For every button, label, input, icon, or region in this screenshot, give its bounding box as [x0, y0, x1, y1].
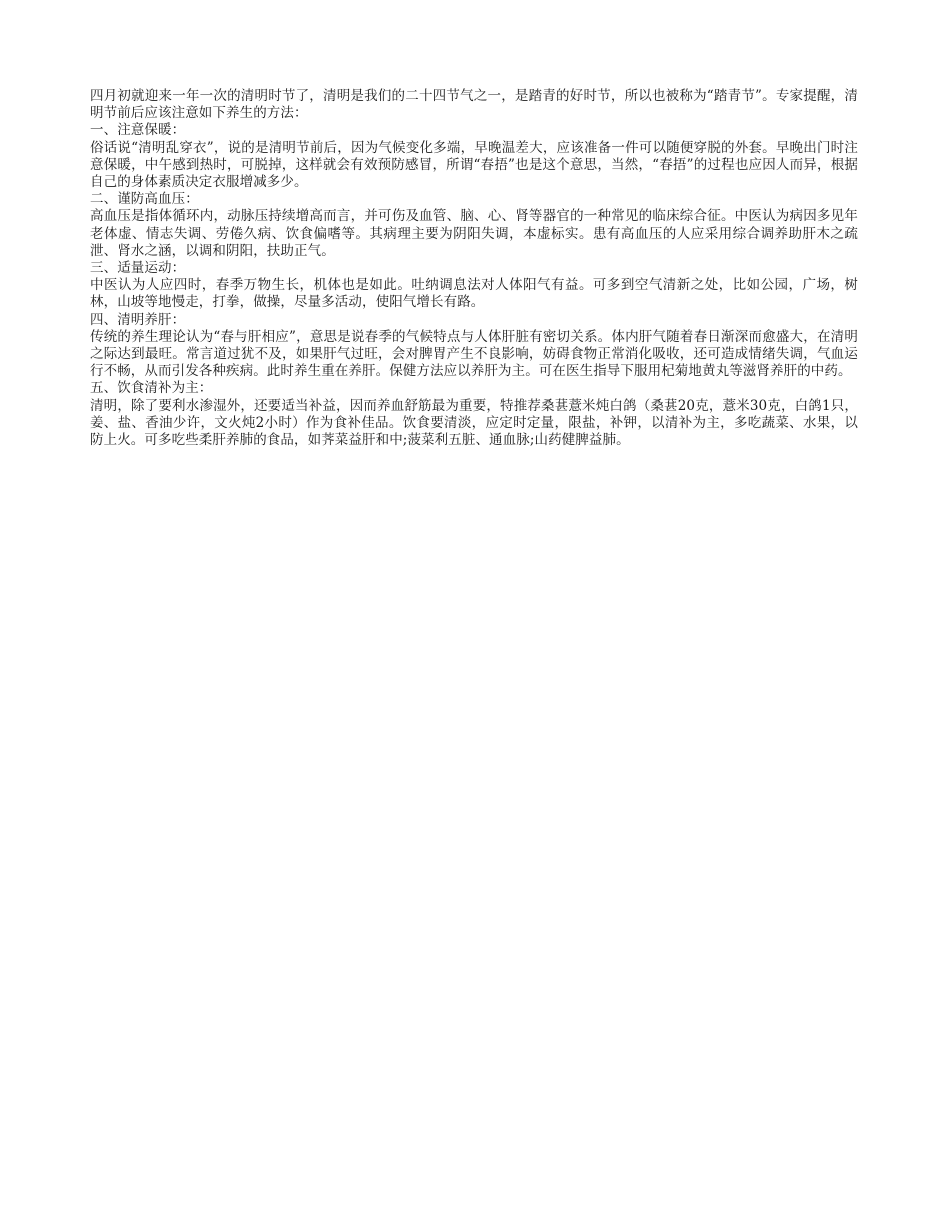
- document-body: [90, 88, 858, 449]
- section-body-liver: 传统的养生理论认为“春与肝相应”，意思是说春季的气候特点与人体肝脏有密切关系。体内肝气随着春日渐深而愈盛大，在清明之际达到最旺。常言道过犹不及，如果肝气过旺，会对脾胃产生不良影响，妨碍食物正常消化吸收，还可造成情绪失调，气血运行不畅，从而引发各种疾病。此时养生重在养肝。保健方法应以养肝为主。可在医生指导下服用杞菊地黄丸等滋肾养肝的中药。: [90, 328, 858, 380]
- intro-paragraph: 四月初就迎来一年一次的清明时节了，清明是我们的二十四节气之一，是踏青的好时节，所以也被称为“踏青节”。专家提醒，清明节前后应该注意如下养生的方法：: [90, 88, 858, 122]
- section-heading-diet: 五、饮食清补为主：: [90, 380, 213, 397]
- section-heading-keep-warm: 一、注意保暖：: [90, 122, 186, 139]
- section-body-keep-warm: 俗话说“清明乱穿衣”，说的是清明节前后，因为气候变化多端，早晚温差大，应该准备一件可以随便穿脱的外套。早晚出门时注意保暖，中午感到热时，可脱掉，这样就会有效预防感冒，所谓“春捂”也是这个意思，当然，“春捂”的过程也应因人而异，根据自己的身体素质决定衣服增减多少。: [90, 139, 858, 191]
- section-body-diet: 清明，除了要利水渗湿外，还要适当补益，因而养血舒筋最为重要，特推荐桑葚薏米炖白鸽（桑葚20克，薏米30克，白鸽1只，姜、盐、香油少许，文火炖2小时）作为食补佳品。饮食要清淡，应定时定量，限盐，补钾，以清补为主，多吃蔬菜、水果，以防上火。可多吃些柔肝养肺的食品，如荠菜益肝和中;菠菜利五脏、通血脉;山药健脾益肺。: [90, 397, 858, 449]
- section-heading-liver: 四、清明养肝：: [90, 311, 186, 328]
- section-body-exercise: 中医认为人应四时，春季万物生长，机体也是如此。吐纳调息法对人体阳气有益。可多到空气清新之处，比如公园，广场，树林，山坡等地慢走，打拳，做操，尽量多活动，使阳气增长有路。: [90, 277, 858, 311]
- section-body-hypertension: 高血压是指体循环内，动脉压持续增高而言，并可伤及血管、脑、心、肾等器官的一种常见的临床综合征。中医认为病因多见年老体虚、情志失调、劳倦久病、饮食偏嗜等。其病理主要为阴阳失调，本虚标实。患有高血压的人应采用综合调养助肝木之疏泄、肾水之涵，以调和阴阳，扶助正气。: [90, 208, 858, 259]
- section-heading-exercise: 三、适量运动：: [90, 260, 186, 277]
- section-heading-hypertension: 二、谨防高血压：: [90, 191, 199, 208]
